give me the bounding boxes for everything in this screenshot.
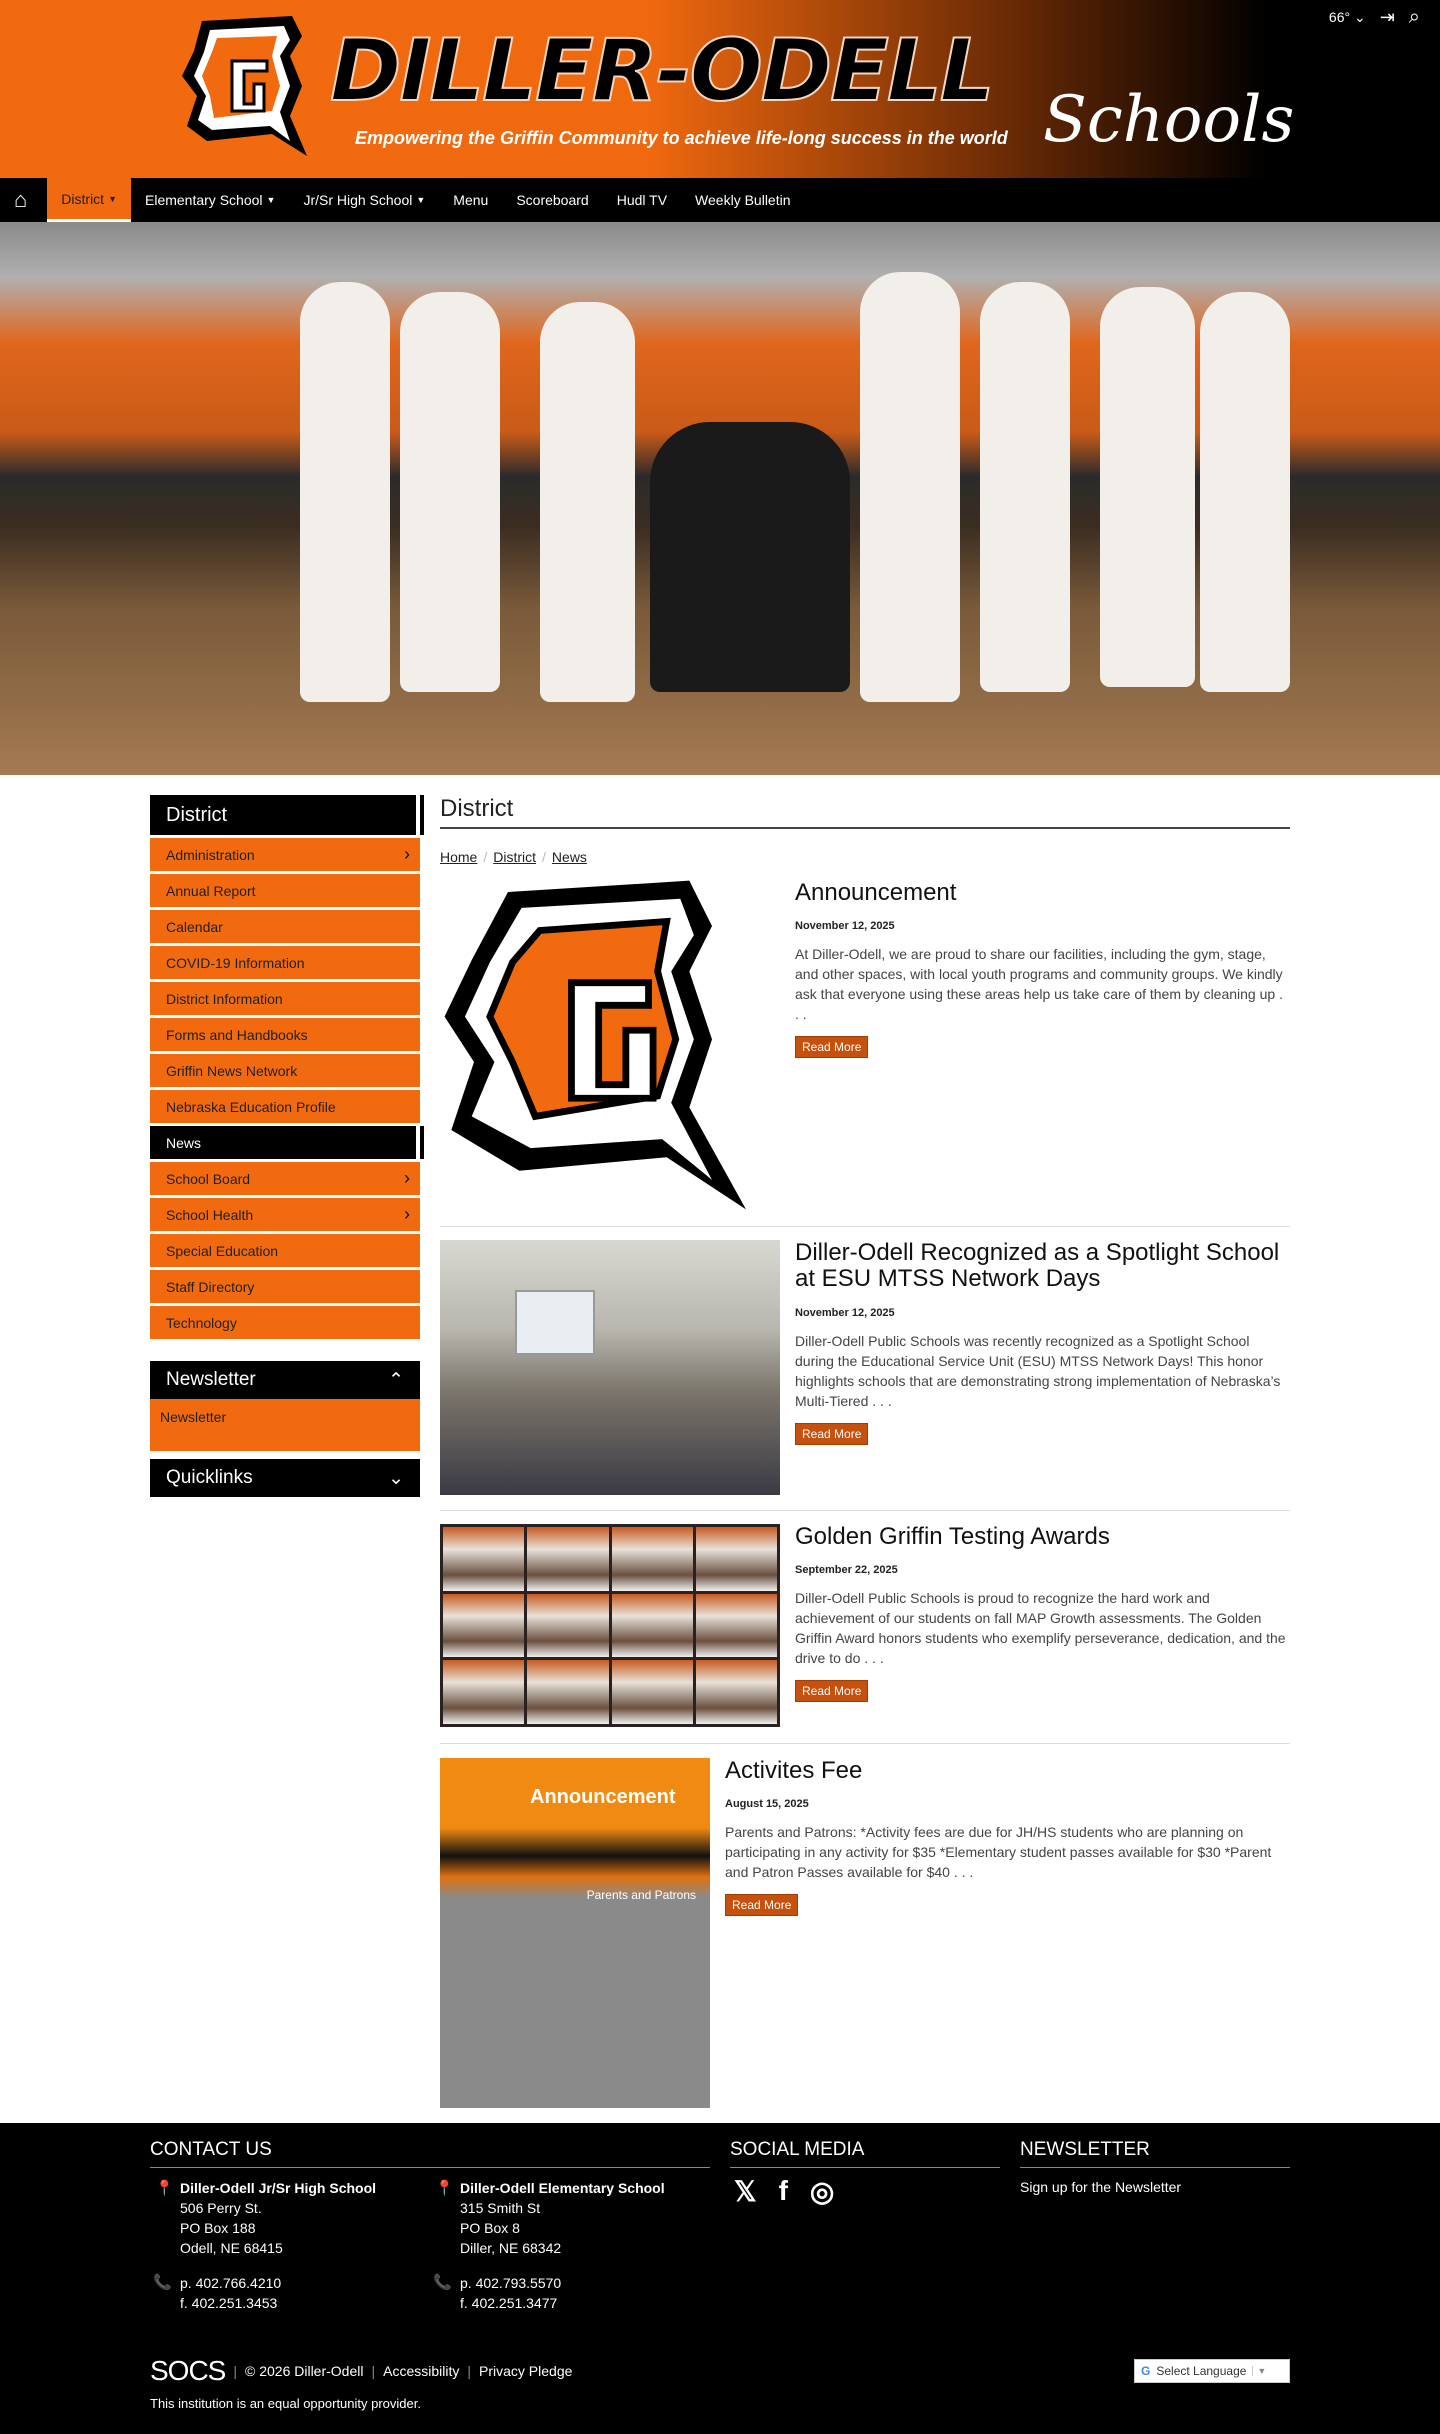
award-photo-tile — [527, 1527, 608, 1591]
flyer-subheading: Parents and Patrons — [586, 1888, 696, 1902]
sidebar-item-label: District Information — [166, 990, 283, 1007]
phone-icon: 📞 — [433, 2274, 452, 2291]
quicklinks-toggle[interactable] — [150, 1459, 420, 1497]
article-text — [725, 1758, 1290, 1916]
article-title[interactable]: Announcement — [795, 879, 957, 906]
utility-bar — [1329, 6, 1420, 29]
award-photo-tile — [443, 1594, 524, 1658]
sidebar-title: District — [150, 795, 420, 835]
breadcrumb-news[interactable]: News — [551, 849, 587, 865]
article-date: November 12, 2025 — [795, 920, 895, 933]
district-wordmark: DILLER-ODELL — [330, 21, 993, 121]
read-more-button[interactable]: Read More — [795, 1680, 868, 1702]
instagram-icon[interactable]: ◎ — [809, 2176, 835, 2207]
sidebar-item-annual-report[interactable] — [150, 874, 420, 907]
nav-menu[interactable]: Menu — [453, 192, 489, 208]
chevron-right-icon[interactable]: › — [404, 1204, 410, 1224]
sidebar-item-label: School Board — [166, 1170, 251, 1187]
article-summary: Diller-Odell Public Schools was recently recognized as a Spotlight School during the Educational Service Unit (ESU) MTSS Network Days! This honor highlights schools that are demonstrating strong implementation of Nebraska’s Multi-Tiered . . . — [795, 1332, 1281, 1409]
sidebar-item-label: COVID-19 Information — [166, 954, 305, 971]
sidebar-item-label: Nebraska Education Profile — [166, 1098, 336, 1115]
phone-icon: 📞 — [153, 2274, 172, 2291]
nav-elementary-school[interactable] — [131, 178, 289, 222]
sidebar-item-label: Technology — [166, 1314, 237, 1331]
school-name: Diller-Odell Jr/Sr High School — [180, 2180, 377, 2196]
sidebar-item-nebraska-education-profile[interactable] — [150, 1090, 420, 1123]
sidebar-item-school-health[interactable] — [150, 1198, 420, 1231]
caret-down-icon: ▼ — [266, 195, 276, 205]
school-phone — [460, 2273, 561, 2313]
breadcrumb-home[interactable]: Home — [440, 849, 478, 865]
sidebar-item-label: Annual Report — [166, 882, 256, 899]
read-more-button[interactable]: Read More — [725, 1894, 798, 1916]
article-summary: Parents and Patrons: *Activity fees are due for JH/HS students who are planning on participating in any activity for $35 *Elementary student passes available for $30 *Parent and Patron Passes available for $40 . . . — [725, 1824, 1272, 1881]
award-photo-tile — [612, 1527, 693, 1591]
award-photo-tile — [443, 1527, 524, 1591]
classroom-photo[interactable] — [440, 1240, 780, 1495]
nav-scoreboard[interactable]: Scoreboard — [516, 192, 589, 208]
divider — [440, 1226, 1290, 1227]
nav-label: District — [61, 190, 105, 207]
divider — [440, 1743, 1290, 1744]
chevron-down-icon: ⌄ — [1353, 9, 1366, 25]
article-text — [795, 880, 1290, 1058]
activities-fee-flyer[interactable] — [440, 1758, 710, 2108]
select-language-dropdown[interactable] — [1134, 2359, 1290, 2383]
article-title[interactable]: Activites Fee — [725, 1757, 863, 1784]
griffin-logo[interactable] — [172, 16, 322, 161]
awards-photo-collage[interactable] — [440, 1524, 780, 1727]
phone-number[interactable]: p. 402.793.5570 — [460, 2275, 562, 2291]
sidebar-item-label: Staff Directory — [166, 1278, 255, 1295]
google-icon: G — [1141, 2364, 1151, 2378]
newsletter-title: Newsletter — [166, 1369, 256, 1390]
sidebar-item-label: Special Education — [166, 1242, 279, 1259]
flyer-heading: Announcement — [530, 1786, 676, 1808]
article-summary: Diller-Odell Public Schools is proud to recognize the hard work and achievement of our students on fall MAP Growth assessments. The Golden Griffin Award honors students who exemplify perseverance, dedication, and the drive to do . . . — [795, 1590, 1286, 1667]
sidebar-item-label: News — [166, 1134, 202, 1151]
award-photo-tile — [696, 1594, 777, 1658]
caret-down-icon: ▼ — [1252, 2366, 1266, 2376]
school-phone — [180, 2273, 281, 2313]
school-address — [460, 2178, 665, 2258]
sidebar-item-forms-and-handbooks[interactable] — [150, 1018, 420, 1051]
sidebar-item-administration[interactable] — [150, 838, 420, 871]
sidebar-item-label: Forms and Handbooks — [166, 1026, 308, 1043]
contact-us-heading: CONTACT US — [150, 2139, 710, 2168]
school-address — [180, 2178, 376, 2258]
award-photo-tile — [696, 1527, 777, 1591]
newsletter-heading: NEWSLETTER — [1020, 2139, 1290, 2168]
read-more-button[interactable]: Read More — [795, 1423, 868, 1445]
griffin-g-logo-image[interactable] — [440, 880, 780, 1210]
nav-weekly-bulletin[interactable]: Weekly Bulletin — [695, 192, 791, 208]
award-photo-tile — [612, 1594, 693, 1658]
article-title[interactable]: Diller-Odell Recognized as a Spotlight School at ESU MTSS Network Days — [795, 1239, 1280, 1293]
address-line: 315 Smith St — [460, 2200, 541, 2216]
divider — [440, 1510, 1290, 1511]
main-nav — [0, 178, 1440, 222]
sidebar-item-griffin-news-network[interactable] — [150, 1054, 420, 1087]
address-line: PO Box 8 — [460, 2220, 520, 2236]
footer — [0, 2123, 1440, 2434]
nav-district[interactable] — [47, 178, 131, 222]
award-photo-tile — [527, 1594, 608, 1658]
sidebar-item-district-information[interactable] — [150, 982, 420, 1015]
address-line: PO Box 188 — [180, 2220, 256, 2236]
article-summary: At Diller-Odell, we are proud to share our facilities, including the gym, stage, and other spaces, with local youth programs and community groups. We kindly ask that everyone using these areas help us take care of them by cleaning up . . . — [795, 946, 1283, 1023]
newsletter-panel — [150, 1399, 420, 1451]
search-icon[interactable]: ⌕ — [1408, 6, 1420, 28]
sign-in-icon[interactable]: ⇥ — [1379, 7, 1395, 27]
footer-legal: SOCS | © 2026 Diller-Odell | Accessibility | Privacy Pledge — [150, 2355, 573, 2386]
school-name: Diller-Odell Elementary School — [460, 2180, 665, 2196]
schools-script: Schools — [1043, 83, 1295, 157]
social-media-heading: SOCIAL MEDIA — [730, 2139, 1000, 2168]
social-links — [734, 2175, 834, 2208]
sidebar-item-label: School Health — [166, 1206, 254, 1223]
caret-down-icon: ▼ — [416, 195, 426, 205]
award-photo-tile — [612, 1660, 693, 1724]
caret-down-icon: ▼ — [108, 193, 117, 204]
sidebar — [150, 795, 420, 1497]
award-photo-tile — [696, 1660, 777, 1724]
read-more-button[interactable]: Read More — [795, 1036, 868, 1058]
address-line: Odell, NE 68415 — [180, 2240, 283, 2256]
equal-opportunity-statement: This institution is an equal opportunity provider. — [150, 2396, 421, 2411]
newsletter-toggle[interactable] — [150, 1361, 420, 1399]
sidebar-item-technology[interactable] — [150, 1306, 420, 1339]
address-line: 506 Perry St. — [180, 2200, 262, 2216]
chevron-down-icon: ⌄ — [388, 1467, 404, 1489]
facebook-icon[interactable]: f — [778, 2175, 788, 2206]
breadcrumb-district[interactable]: District — [493, 849, 537, 865]
sidebar-item-calendar[interactable] — [150, 910, 420, 943]
x-twitter-icon[interactable]: 𝕏 — [734, 2176, 757, 2207]
article-date: August 15, 2025 — [725, 1798, 809, 1811]
fax-number: f. 402.251.3477 — [460, 2295, 558, 2311]
main-content — [440, 795, 1290, 1913]
award-photo-tile — [443, 1660, 524, 1724]
nav-label: Jr/Sr High School — [303, 192, 413, 208]
quicklinks-title: Quicklinks — [166, 1467, 253, 1488]
chevron-up-icon: ⌃ — [388, 1369, 404, 1391]
award-photo-tile — [527, 1660, 608, 1724]
site-header — [0, 0, 1440, 178]
sidebar-item-special-education[interactable] — [150, 1234, 420, 1267]
home-icon[interactable]: ⌂ — [14, 187, 28, 212]
socs-logo[interactable]: SOCS — [150, 2355, 226, 2386]
sidebar-item-label: Administration — [166, 846, 255, 863]
tagline: Empowering the Griffin Community to achieve life-long success in the world — [355, 128, 1008, 148]
sidebar-item-label: Griffin News Network — [166, 1062, 298, 1079]
select-language-label: Select Language — [1156, 2364, 1247, 2378]
newsletter-signup-link[interactable]: Sign up for the Newsletter — [1020, 2179, 1182, 2195]
privacy-pledge-link[interactable]: Privacy Pledge — [479, 2363, 573, 2379]
article-title[interactable]: Golden Griffin Testing Awards — [795, 1523, 1110, 1550]
accessibility-link[interactable]: Accessibility — [383, 2363, 460, 2379]
address-line: Diller, NE 68342 — [460, 2240, 562, 2256]
fax-number: f. 402.251.3453 — [180, 2295, 278, 2311]
phone-number[interactable]: p. 402.766.4210 — [180, 2275, 282, 2291]
chevron-right-icon[interactable]: › — [404, 1168, 410, 1188]
article-text — [795, 1240, 1290, 1445]
article-date: September 22, 2025 — [795, 1564, 898, 1577]
page-title: District — [440, 795, 1290, 829]
nav-jr-sr-high-school[interactable] — [289, 178, 439, 222]
sidebar-item-covid-19-information[interactable] — [150, 946, 420, 979]
nav-hudl-tv[interactable]: Hudl TV — [616, 192, 668, 208]
sidebar-item-school-board[interactable] — [150, 1162, 420, 1195]
sidebar-item-news[interactable] — [150, 1126, 420, 1159]
chevron-right-icon[interactable]: › — [404, 844, 410, 864]
weather-temp: 66° — [1328, 9, 1351, 25]
sidebar-item-staff-directory[interactable] — [150, 1270, 420, 1303]
weather-button[interactable] — [1329, 9, 1366, 26]
article-text — [795, 1524, 1290, 1702]
breadcrumb: Home / District / News — [440, 849, 587, 865]
article-date: November 12, 2025 — [795, 1306, 895, 1319]
newsletter-link[interactable]: Newsletter — [160, 1409, 227, 1425]
copyright: © 2026 Diller-Odell — [245, 2363, 364, 2379]
hero-image-basketball-team — [0, 222, 1440, 775]
nav-label: Elementary School — [145, 192, 263, 208]
sidebar-item-label: Calendar — [166, 918, 223, 935]
map-pin-icon: 📍 — [435, 2180, 454, 2197]
map-pin-icon: 📍 — [155, 2180, 174, 2197]
